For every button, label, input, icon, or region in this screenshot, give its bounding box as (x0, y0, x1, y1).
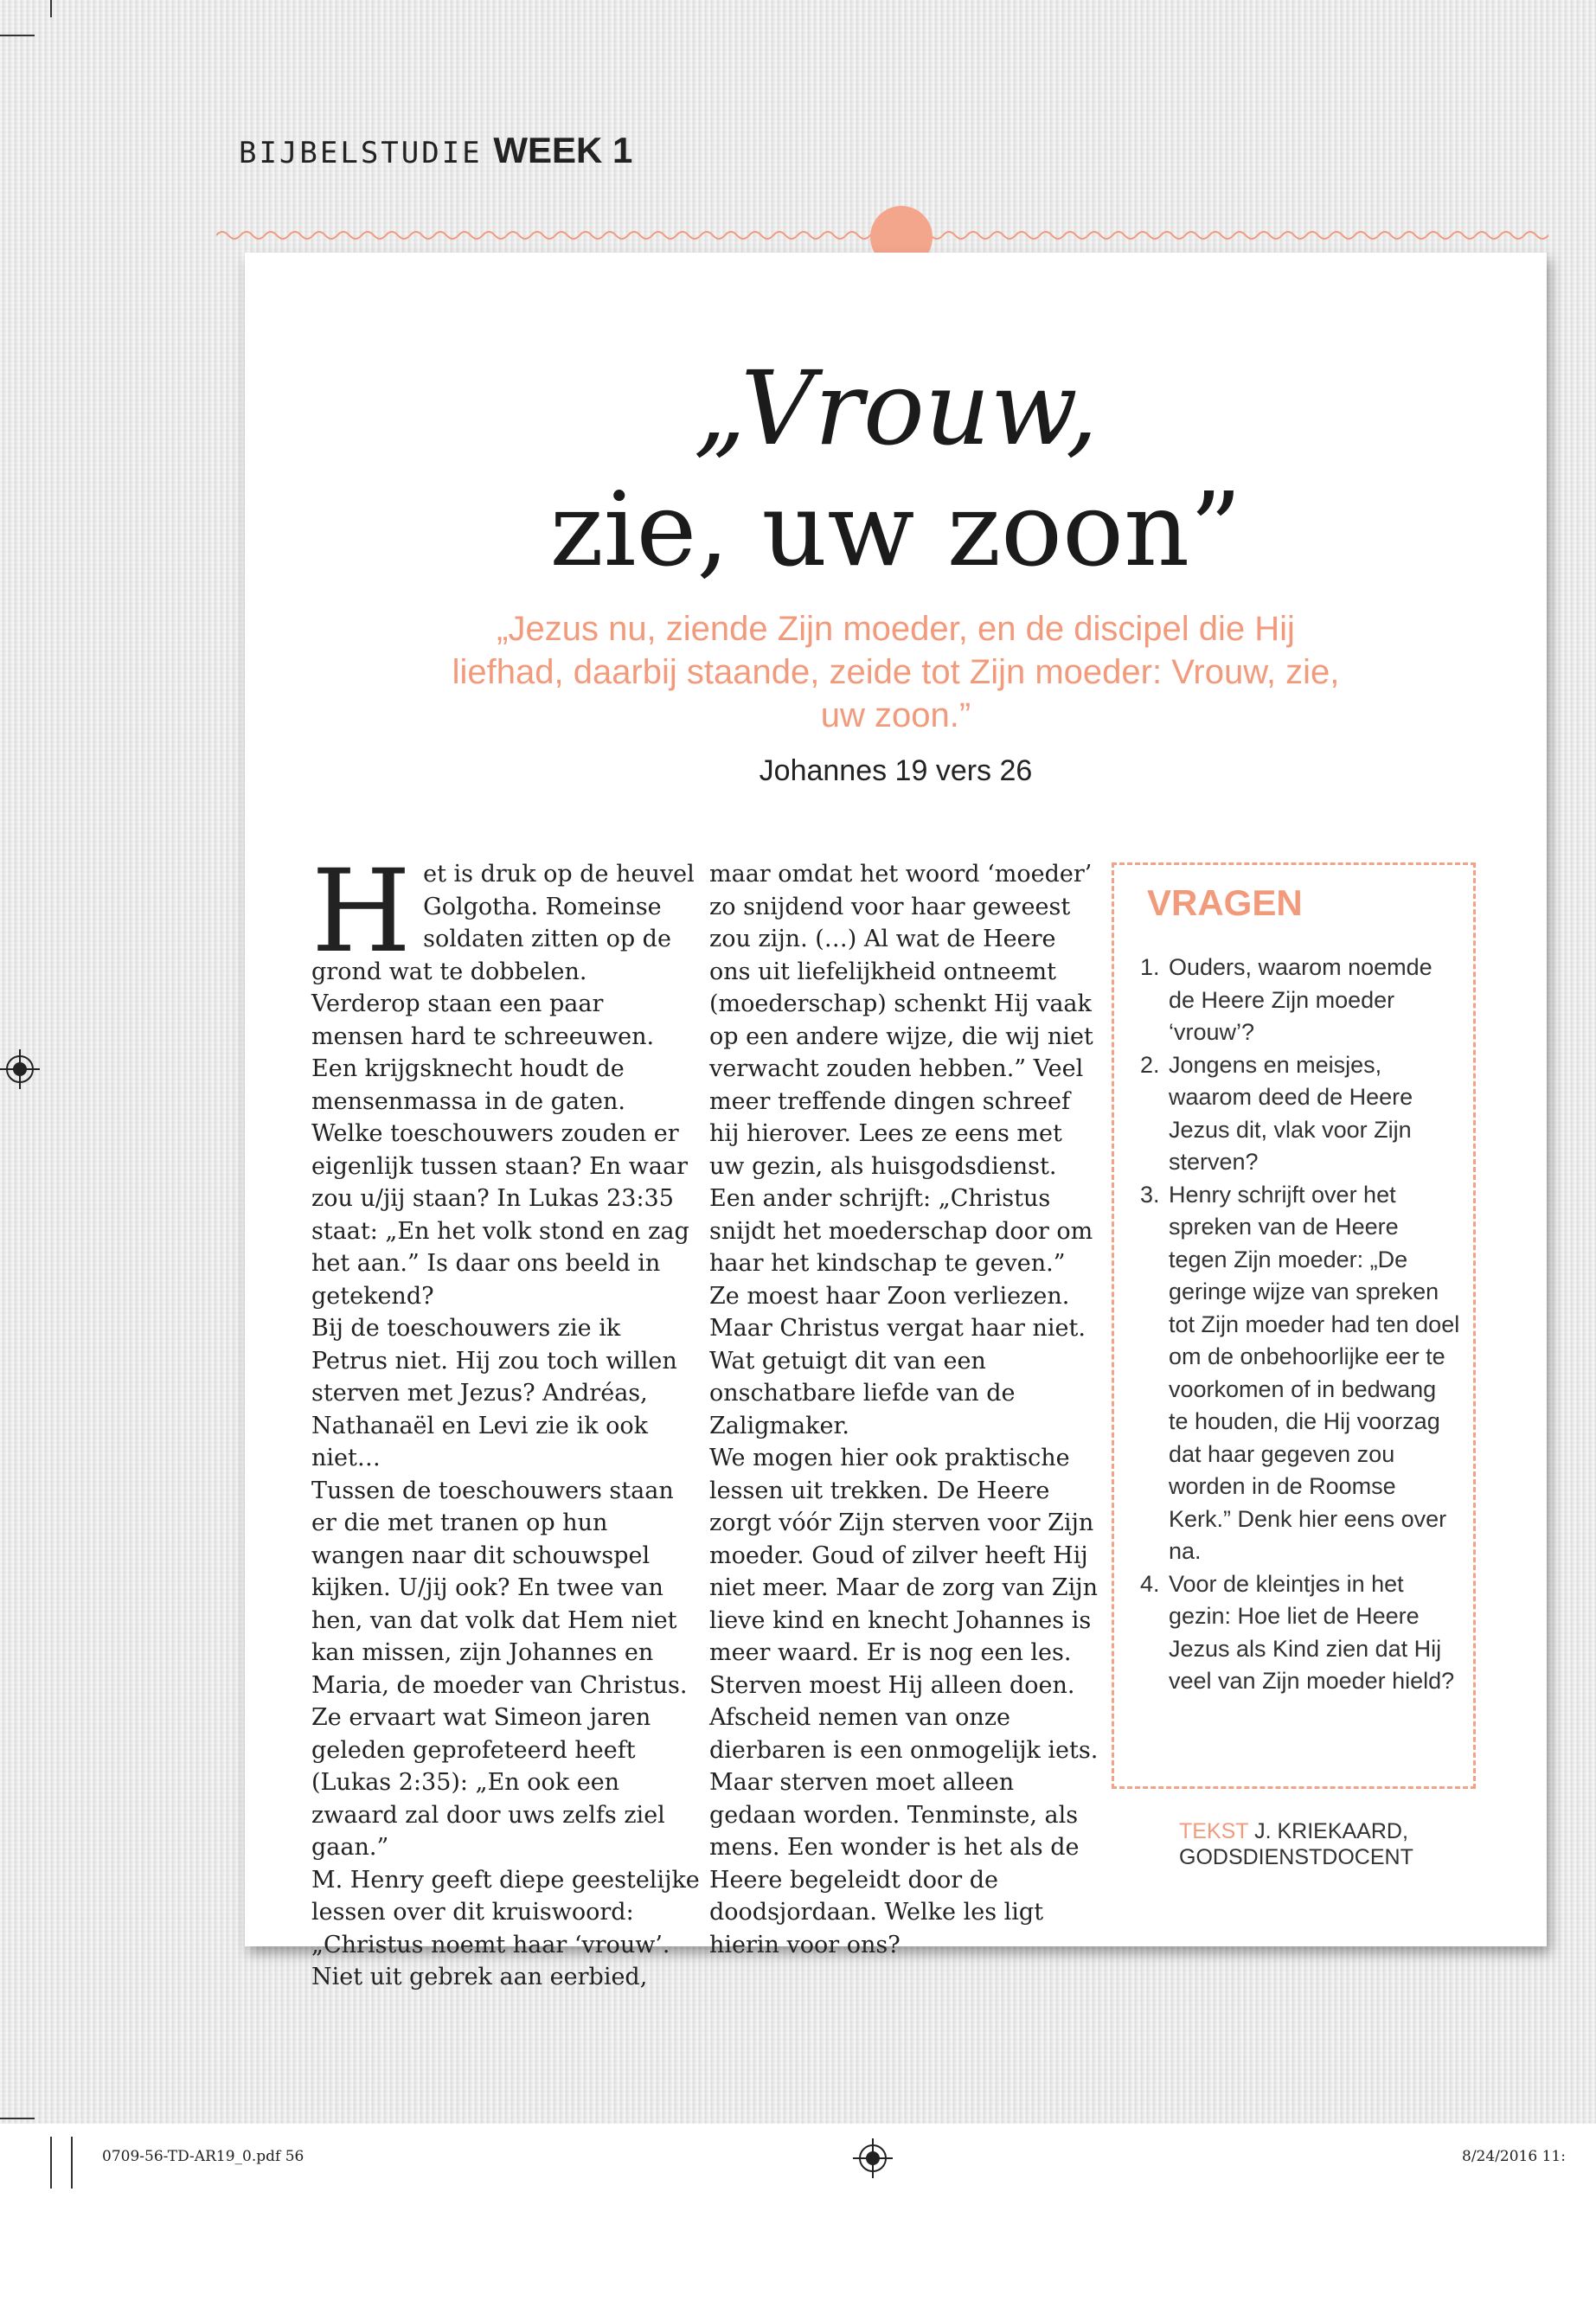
crop-mark (0, 35, 35, 36)
registration-mark-icon (0, 1049, 40, 1089)
footer-filename: 0709-56-TD-AR19_0.pdf 56 (102, 2148, 304, 2165)
question-text: Ouders, waarom noemde de Heere Zijn moeder ‘vrouw’? (1169, 954, 1433, 1045)
crop-mark (50, 0, 52, 17)
week-label: WEEK 1 (493, 130, 633, 170)
questions-box (1112, 862, 1476, 1789)
credit-author: J. KRIEKAARD, (1254, 1819, 1408, 1843)
article-text-1: et is druk op de heuvel Golgotha. Romeinse soldaten zitten op de grond wat te dobbelen. Verderop staan een paar mensen hard te schreeuwen. Een krijgsknecht houdt de mensenmassa in de gaten. Welke toeschouwers zouden er eigenlijk tussen staan? En waar zou u/jij staan? In Lukas 23:35 staat: „En het volk stond en zag het aan.” Is daar ons beeld in getekend? Bij de toeschouwers zie ik Petrus niet. Hij zou toch willen sterven met Jezus? Andréas, Nathanaël en Levi zie ik ook niet… Tussen de toeschouwers staan er die met tranen op hun wangen naar dit schouwspel kijken. U/jij ook? En twee van hen, van dat volk dat Hem niet kan missen, zijn Johannes en Maria, de moeder van Christus. Ze ervaart wat Simeon jaren geleden geprofeteerd heeft (Lukas 2:35): „En ook een zwaard zal door uws zelfs ziel gaan.” M. Henry geeft diepe geestelijke lessen over dit kruiswoord: „Christus noemt haar ‘vrouw’. Niet uit gebrek aan eerbied, (311, 861, 700, 1990)
drop-cap: H (311, 845, 412, 978)
question-number: 2. (1140, 1051, 1160, 1078)
crop-mark (0, 2118, 35, 2119)
question-text: Voor de kleintjes in het gezin: Hoe liet de Heere Jezus als Kind zien dat Hij veel van Zijn moeder hield? (1169, 1570, 1455, 1694)
bible-reference: Johannes 19 vers 26 (759, 754, 1033, 787)
credit-label: TEKST (1179, 1819, 1249, 1843)
article-title (245, 348, 1547, 590)
question-text: Henry schrijft over het spreken van de Heere tegen Zijn moeder: „De geringe wijze van spreken tot Zijn moeder had ten doel om de onbehoorlijke eer te voorkomen of in bedwang te houden, die Hij voorzag dat haar gegeven zou worden in de Roomse Kerk.” Denk hier eens over na. (1169, 1181, 1460, 1564)
questions-list (1140, 952, 1460, 1698)
question-number: 1. (1140, 954, 1160, 980)
question-item (1140, 1049, 1460, 1179)
article-column-2 (709, 858, 1099, 1961)
footer-date: 8/24/2016 11: (1462, 2148, 1566, 2165)
title-line-2: zie, uw zoon” (549, 470, 1242, 589)
crop-mark (50, 2137, 52, 2189)
title-line-1: „Vrouw, (693, 349, 1099, 468)
question-number: 4. (1140, 1570, 1160, 1597)
questions-heading: VRAGEN (1147, 882, 1303, 923)
article-text-2: maar omdat het woord ‘moeder’ zo snijdend voor haar geweest zou zijn. (…) Al wat de Heere ons uit liefelijkheid ontneemt (moederschap) schenkt Hij vaak op een andere wijze, die wij niet verwacht zouden hebben.” Veel meer treffende dingen schreef hij hierover. Lees ze eens met uw gezin, als huisgodsdienst. Een ander schrijft: „Christus snijdt het moederschap door om haar het kindschap te geven.” Ze moest haar Zoon verliezen. Maar Christus vergat haar niet. Wat getuigt dit van een onschatbare liefde van de Zaligmaker. We mogen hier ook praktische lessen uit trekken. De Heere zorgt vóór Zijn sterven voor Zijn moeder. Goud of zilver heeft Hij niet meer. Maar de zorg van Zijn lieve kind en knecht Johannes is meer waard. Er is nog een les. Sterven moest Hij alleen doen. Afscheid nemen van onze dierbaren is een onmogelijk iets. Maar sterven moet alleen gedaan worden. Tenminste, als mens. Een wonder is het als de Heere begeleidt door de doodsjordaan. Welke les ligt hierin voor ons? (709, 861, 1099, 1958)
question-text: Jongens en meisjes, waarom deed de Heere Jezus dit, vlak voor Zijn sterven? (1169, 1051, 1413, 1175)
author-credit (1179, 1818, 1508, 1870)
crop-mark (71, 2137, 73, 2189)
question-item (1140, 1568, 1460, 1698)
section-header (239, 130, 632, 171)
article-column-1 (311, 845, 701, 1994)
credit-role: GODSDIENSTDOCENT (1179, 1845, 1413, 1869)
series-label: BIJBELSTUDIE (239, 136, 483, 170)
question-number: 3. (1140, 1181, 1160, 1208)
registration-mark-icon (853, 2138, 893, 2178)
question-item (1140, 1179, 1460, 1568)
bible-quote: „Jezus nu, ziende Zijn moeder, en de discipel die Hij liefhad, daarbij staande, zeide tot Zijn moeder: Vrouw, zie, uw zoon.” (452, 610, 1340, 734)
question-item (1140, 952, 1460, 1049)
article-card (245, 253, 1547, 1990)
